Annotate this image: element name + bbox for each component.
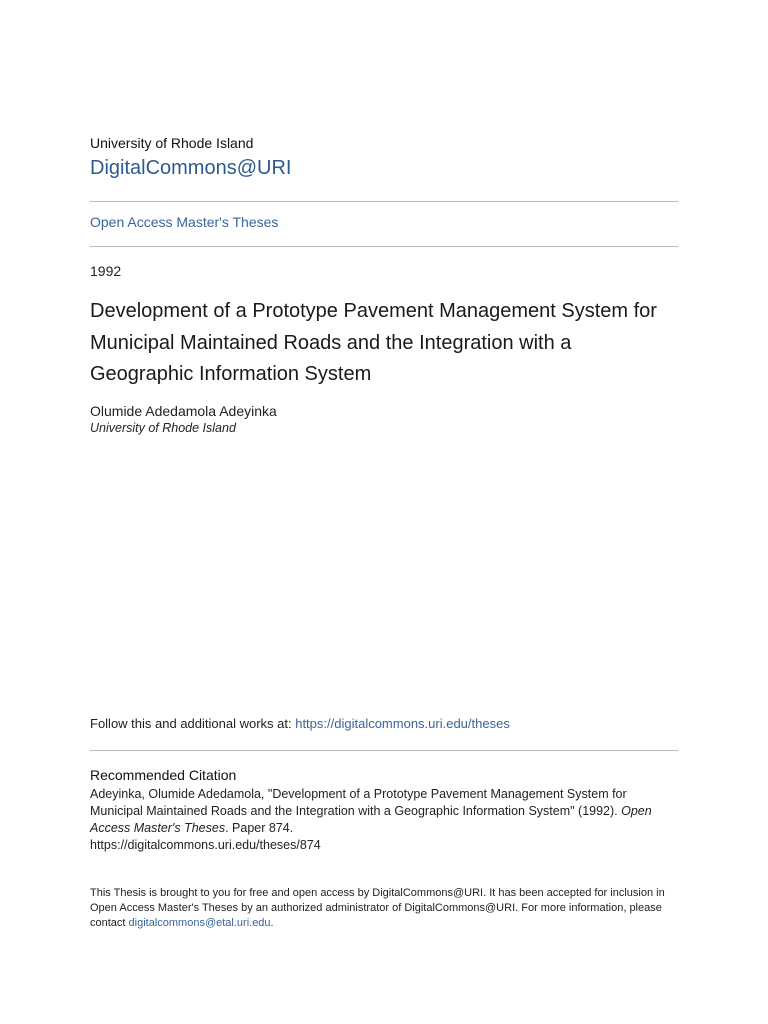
citation-series: Open Access Master's Theses	[90, 804, 652, 835]
access-notice-end: .	[270, 917, 274, 929]
recommended-citation-heading: Recommended Citation	[90, 767, 237, 783]
contact-email-link[interactable]: digitalcommons@etal.uri.edu	[128, 917, 271, 929]
citation-text: Adeyinka, Olumide Adedamola, "Development of a Prototype Pavement Management System for Municipal Maintained Roads and the Integration with a Geographic Information System" (1992).	[90, 787, 627, 818]
author-affiliation: University of Rhode Island	[90, 421, 236, 435]
repository-link[interactable]: DigitalCommons@URI	[90, 157, 292, 179]
access-notice	[90, 886, 678, 931]
citation-url: https://digitalcommons.uri.edu/theses/874	[90, 838, 321, 852]
author-name: Olumide Adedamola Adeyinka	[90, 403, 277, 419]
institution-name: University of Rhode Island	[90, 135, 254, 151]
thesis-title: Development of a Prototype Pavement Management System for Municipal Maintained Roads and the Integration with a Geographic Information System	[90, 300, 657, 385]
divider	[90, 246, 678, 247]
access-notice-text: This Thesis is brought to you for free and open access by DigitalCommons@URI. It has been accepted for inclusion in Open Access Master's Theses by an authorized administrator of DigitalCommons@URI. For more information, please contact	[90, 887, 665, 929]
collection-link[interactable]: Open Access Master's Theses	[90, 214, 279, 230]
theses-link[interactable]: https://digitalcommons.uri.edu/theses	[295, 716, 510, 731]
citation-paper: . Paper 874.	[225, 821, 294, 835]
follow-line	[90, 716, 510, 731]
publication-year: 1992	[90, 263, 122, 279]
divider	[90, 750, 678, 751]
follow-text: Follow this and additional works at:	[90, 716, 296, 731]
divider	[90, 201, 678, 202]
citation-block	[90, 786, 678, 854]
